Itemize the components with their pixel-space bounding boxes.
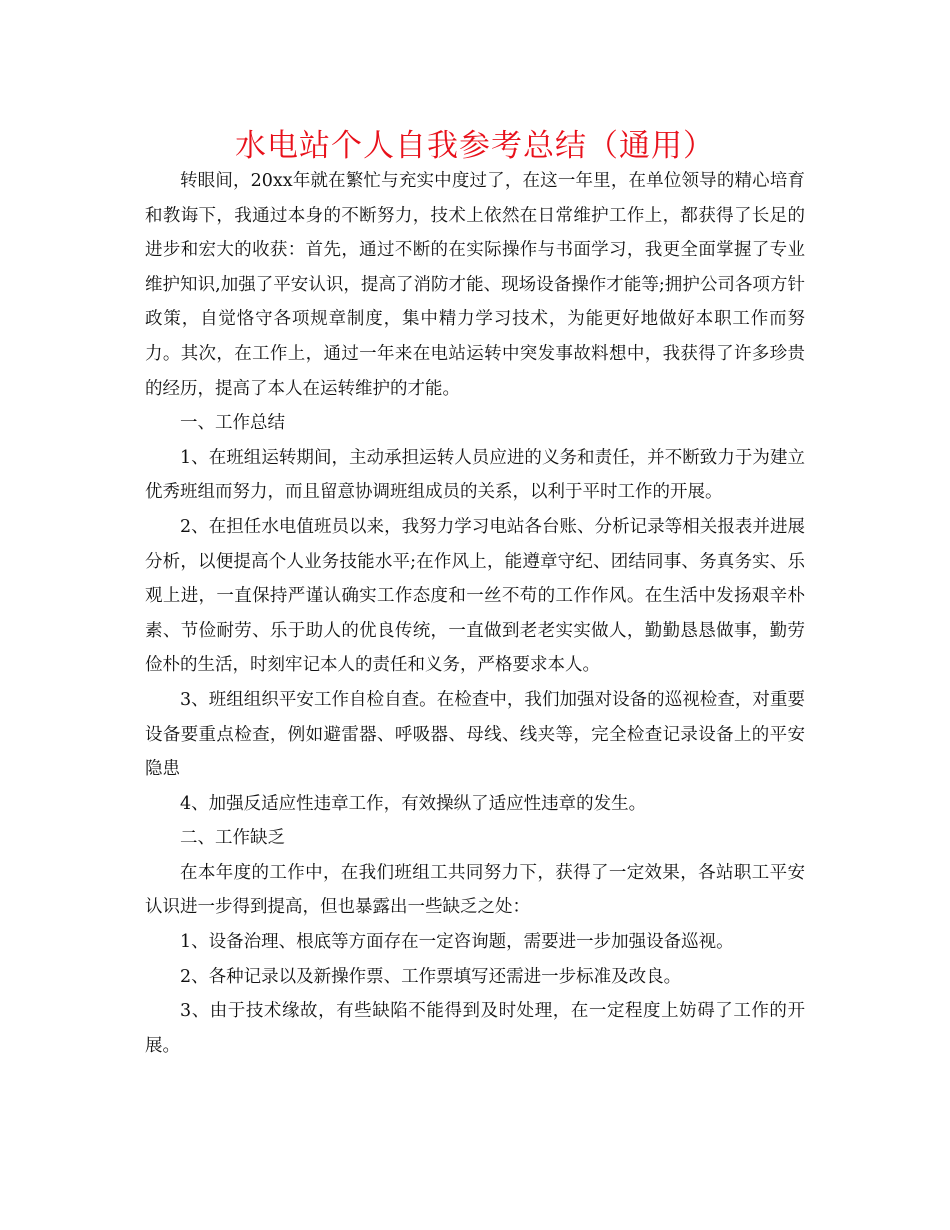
document-body	[145, 164, 805, 1063]
shortcoming-item-1: 1、设备治理、根底等方面存在一定咨询题，需要进一步加强设备巡视。	[180, 932, 734, 953]
section-heading-shortcomings: 二、工作缺乏	[180, 828, 285, 849]
summary-item-2: 2、在担任水电值班员以来，我努力学习电站各台账、分析记录等相关报表并进展分析，以便提高个人业务技能水平;在作风上，能遵章守纪、团结同事、务真务实、乐观上进，一直保持严谨认确实工作态度和一丝不苟的工作作风。在生活中发扬艰辛朴素、节俭耐劳、乐于助人的优良传统，一直做到老老实实做人，勤勤恳恳做事，勤劳俭朴的生活，时刻牢记本人的责任和义务，严格要求本人。	[145, 516, 805, 676]
section-heading-work-summary: 一、工作总结	[180, 413, 285, 434]
shortcoming-item-3: 3、由于技术缘故，有些缺陷不能得到及时处理，在一定程度上妨碍了工作的开展。	[145, 1001, 805, 1056]
summary-item-3: 3、班组组织平安工作自检自查。在检查中，我们加强对设备的巡视检查，对重要设备要重点检查，例如避雷器、呼吸器、母线、线夹等，完全检查记录设备上的平安隐患	[145, 689, 805, 780]
shortcomings-intro: 在本年度的工作中，在我们班组工共同努力下，获得了一定效果，各站职工平安认识进一步得到提高，但也暴露出一些缺乏之处：	[145, 862, 805, 918]
summary-item-4: 4、加强反适应性违章工作，有效操纵了适应性违章的发生。	[180, 793, 647, 814]
document-title: 水电站个人自我参考总结（通用）	[235, 128, 715, 164]
intro-paragraph: 转眼间，20xx年就在繁忙与充实中度过了，在这一年里，在单位领导的精心培育和教诲下，我通过本身的不断努力，技术上依然在日常维护工作上，都获得了长足的进步和宏大的收获：首先，通过不断的在实际操作与书面学习，我更全面掌握了专业维护知识,加强了平安认识，提高了消防才能、现场设备操作才能等;拥护公司各项方针政策，自觉恪守各项规章制度，集中精力学习技术，为能更好地做好本职工作而努力。其次，在工作上，通过一年来在电站运转中突发事故料想中，我获得了许多珍贵的经历，提高了本人在运转维护的才能。	[145, 171, 805, 399]
summary-item-1: 1、在班组运转期间，主动承担运转人员应进的义务和责任，并不断致力于为建立优秀班组而努力，而且留意协调班组成员的关系，以利于平时工作的开展。	[145, 447, 805, 503]
shortcoming-item-2: 2、各种记录以及新操作票、工作票填写还需进一步标准及改良。	[180, 966, 682, 987]
